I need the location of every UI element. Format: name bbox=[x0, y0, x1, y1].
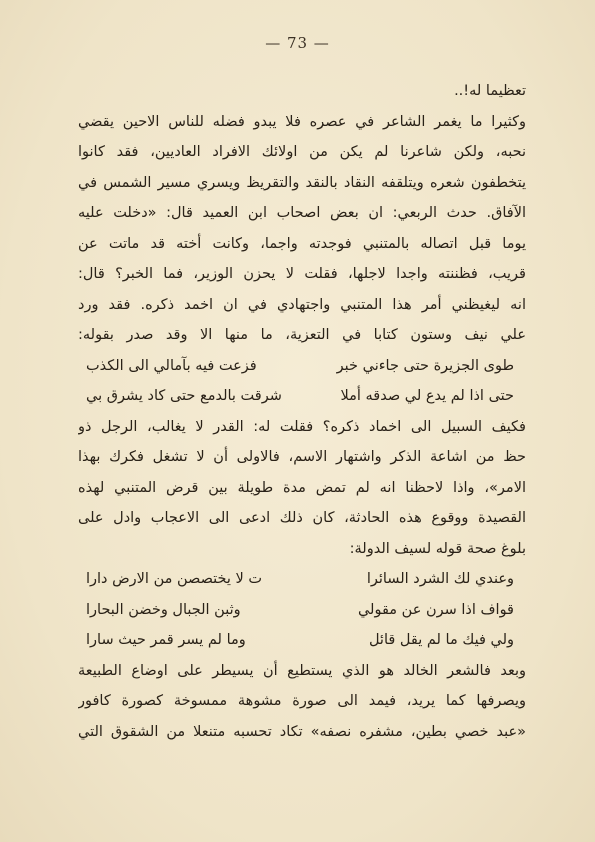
verse-second-hemistich: شرقت بالدمع حتى كاد يشرق بي bbox=[86, 388, 282, 404]
verse-first-hemistich: قواف اذا سرن عن مقولي bbox=[357, 601, 514, 618]
verse-line bbox=[78, 625, 526, 656]
paragraph bbox=[78, 76, 526, 351]
text-line: الامر»، واذا لاحظنا انه لم تمض مدة طويلة بين قرض المتنبي لهذه bbox=[78, 479, 526, 496]
text-line: وكثيرا ما يغمر الشاعر في عصره فلا يبدو فضله للناس الاحين يقضي bbox=[78, 113, 526, 130]
verse-line bbox=[78, 351, 526, 382]
text-line: قريب، فظننته واجدا لاجلها، فقلت لا يحزن الوزير، فما الخبر؟ قال: bbox=[78, 266, 526, 282]
poem-verses bbox=[78, 564, 526, 656]
text-line: يتخطفون شعره ويتلقفه النقاد بالنقد والتقريظ ويسري مسير الشمس في bbox=[78, 174, 526, 191]
verse-line bbox=[78, 381, 526, 412]
verse-first-hemistich: طوى الجزيرة حتى جاءني خبر bbox=[336, 357, 514, 374]
text-line: الآفاق. حدث الربعي: ان بعض اصحاب ابن العميد قال: «دخلت عليه bbox=[78, 205, 526, 221]
text-line: حظ من اشاعة الذكر واشتهار الاسم، فالاولى أن لا تشغل فكرك بهذا bbox=[78, 449, 526, 465]
text-line: نحبه، ولكن شاعرنا لم يكن من اولائك الافراد العاديين، فقد كانوا bbox=[78, 144, 526, 160]
verse-second-hemistich: فزعت فيه بآمالي الى الكذب bbox=[86, 357, 257, 374]
text-line: تعظيما له!.. bbox=[454, 83, 526, 99]
text-line: وبعد فالشعر الخالد هو الذي يستطيع أن يسيطر على اوضاع الطبيعة bbox=[78, 662, 526, 679]
paragraph bbox=[78, 656, 526, 748]
verse-second-hemistich: وثبن الجبال وخضن البحارا bbox=[86, 601, 241, 618]
verse-second-hemistich: ت لا يختصصن من الارض دارا bbox=[86, 571, 263, 587]
verse-second-hemistich: وما لم يسر قمر حيث سارا bbox=[86, 632, 246, 648]
verse-line bbox=[78, 595, 526, 626]
paragraph bbox=[78, 412, 526, 565]
text-line: علي نيف وستون كتابا في التعزية، ما منها الا وقد صدر بقوله: bbox=[78, 327, 526, 343]
page-body bbox=[78, 76, 526, 747]
text-line: بلوغ صحة قوله لسيف الدولة: bbox=[349, 540, 526, 557]
verse-first-hemistich: وعندي لك الشرد السائرا bbox=[366, 571, 514, 587]
verse-first-hemistich: حتى اذا لم يدع لي صدقه أملا bbox=[340, 388, 514, 404]
text-line: القصيدة ووقوع هذه الحادثة، كان ذلك ادعى الى الاعجاب وادل على bbox=[78, 510, 526, 526]
verse-first-hemistich: ولي فيك ما لم يقل قائل bbox=[368, 632, 514, 648]
text-line: ويصرفها كما يريد، فيمد الى صورة مشوهة ممسوخة كصورة كافور bbox=[78, 693, 526, 709]
poem-verses bbox=[78, 351, 526, 412]
verse-line bbox=[78, 564, 526, 595]
page-number: — 73 — bbox=[265, 34, 330, 52]
text-line: يوما قبل اتصاله بالمتنبي فوجدته واجما، وكانت أخته قد ماتت عن bbox=[78, 235, 526, 252]
text-line: «عبد خصي بطين، مشفره نصفه» تكاد تحسبه متنعلا من الشقوق التي bbox=[78, 723, 526, 740]
text-line: فكيف السبيل الى اخماد ذكره؟ فقلت له: القدر لا يغالب، الرجل ذو bbox=[78, 418, 526, 435]
text-line: انه ليغيظني أمر هذا المتنبي واجتهادي في ان اخمد ذكره. فقد ورد bbox=[78, 296, 526, 313]
